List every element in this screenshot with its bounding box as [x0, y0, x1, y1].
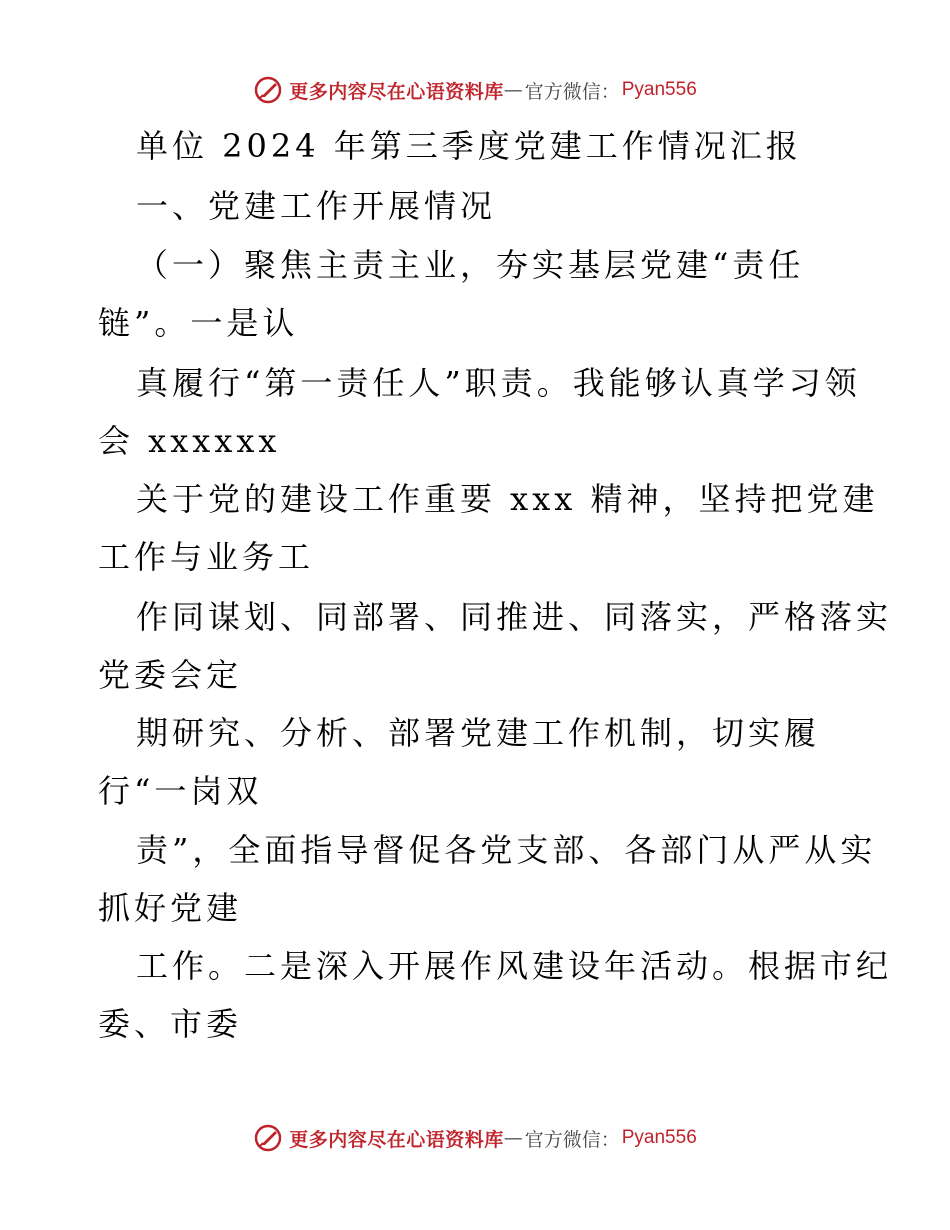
text-line: 真履行“第一责任人”职责。我能够认真学习领 [136, 364, 861, 402]
banner-label: 官方微信： [524, 80, 620, 103]
text-line: 工作与业务工 [98, 538, 315, 576]
banner-text: 更多内容尽在心语资料库 [289, 80, 504, 103]
section-heading: 一、党建工作开展情况 [136, 187, 497, 225]
quill-logo-icon [253, 75, 283, 105]
text-line: 会 xxxxxx [98, 422, 281, 460]
header-watermark-banner [0, 70, 950, 110]
text-line: 抓好党建 [98, 889, 243, 927]
text-line: 党委会定 [98, 656, 243, 694]
document-title: 单位 2024 年第三季度党建工作情况汇报 [136, 127, 802, 165]
banner-account: Pyan556 [621, 1127, 697, 1148]
text-line: 行“一岗双 [98, 772, 263, 810]
banner-label: 官方微信： [524, 1128, 620, 1151]
banner-separator: — [503, 1127, 523, 1149]
banner-text: 更多内容尽在心语资料库 [289, 1128, 504, 1151]
text-line: 期研究、分析、部署党建工作机制，切实履 [136, 714, 821, 752]
text-line: 工作。二是深入开展作风建设年活动。根据市纪 [136, 947, 893, 985]
banner-account: Pyan556 [621, 79, 697, 100]
banner-separator: — [503, 79, 523, 101]
text-line: 链”。一是认 [98, 304, 299, 342]
text-line: 委、市委 [98, 1005, 243, 1043]
footer-watermark-banner [0, 1118, 950, 1158]
subsection-heading: （一）聚焦主责主业，夯实基层党建“责任 [136, 246, 805, 284]
quill-logo-icon [253, 1123, 283, 1153]
text-line: 责”，全面指导督促各党支部、各部门从严从实 [136, 831, 877, 869]
text-line: 关于党的建设工作重要 xxx 精神，坚持把党建 [136, 480, 879, 518]
text-line: 作同谋划、同部署、同推进、同落实，严格落实 [136, 598, 893, 636]
